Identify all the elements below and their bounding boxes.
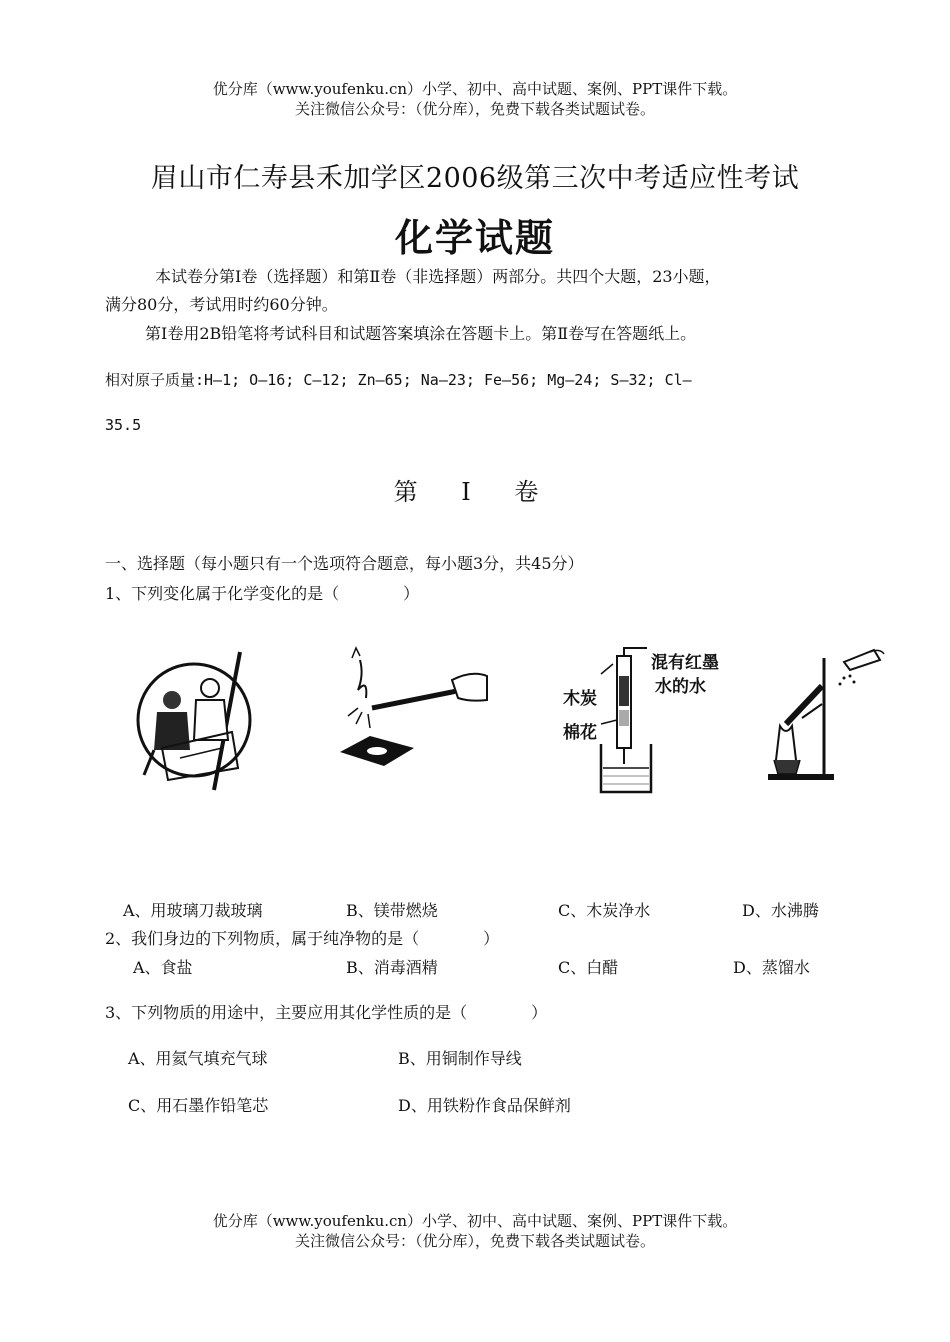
q1-option-d: D、水沸腾 <box>742 901 819 920</box>
q2-option-b: B、消毒酒精 <box>346 958 438 977</box>
figure-glass-cutting <box>132 640 262 800</box>
header-line-2: 关注微信公众号：（优分库），免费下载各类试题试卷。 <box>294 100 655 118</box>
q2-option-a: A、食盐 <box>133 958 193 977</box>
q1-option-c: C、木炭净水 <box>558 901 651 920</box>
question-3-stem: 3、下列物质的用途中，主要应用其化学性质的是（ ） <box>105 1003 548 1022</box>
intro-line-3: 第Ⅰ卷用2B铅笔将考试科目和试题答案填涂在答题卡上。第Ⅱ卷写在答题纸上。 <box>145 324 697 343</box>
figure-water-boiling <box>762 640 887 785</box>
subject-title: 化学试题 <box>394 215 555 260</box>
q3-option-a: A、用氦气填充气球 <box>128 1049 268 1068</box>
q2-option-d: D、蒸馏水 <box>733 958 810 977</box>
header-line-1: 优分库（www.youfenku.cn）小学、初中、高中试题、案例、PPT课件下载。 <box>212 80 738 98</box>
footer-line-1: 优分库（www.youfenku.cn）小学、初中、高中试题、案例、PPT课件下载。 <box>212 1212 738 1230</box>
label-mixed-water-2: 水的水 <box>655 677 706 697</box>
question-1-stem: 1、下列变化属于化学变化的是（ ） <box>105 584 420 603</box>
figure-charcoal-filter <box>555 640 740 800</box>
figure-magnesium-burning <box>322 640 492 770</box>
label-charcoal: 木炭 <box>563 689 597 709</box>
intro-line-1: 本试卷分第Ⅰ卷（选择题）和第Ⅱ卷（非选择题）两部分。共四个大题，23小题， <box>155 267 721 286</box>
section-title: 第 Ⅰ 卷 <box>393 478 557 506</box>
question-2-stem: 2、我们身边的下列物质，属于纯净物的是（ ） <box>105 929 500 948</box>
q1-option-b: B、镁带燃烧 <box>346 901 438 920</box>
intro-line-2: 满分80分，考试用时约60分钟。 <box>105 295 338 314</box>
q1-option-a: A、用玻璃刀裁玻璃 <box>123 901 263 920</box>
q3-option-c: C、用石墨作铅笔芯 <box>128 1096 269 1115</box>
footer-line-2: 关注微信公众号：（优分库），免费下载各类试题试卷。 <box>294 1232 655 1250</box>
q3-option-d: D、用铁粉作食品保鲜剂 <box>398 1096 571 1115</box>
q3-option-b: B、用铜制作导线 <box>398 1049 522 1068</box>
label-mixed-water: 混有红墨 <box>651 653 719 673</box>
part1-heading: 一、选择题（每小题只有一个选项符合题意，每小题3分，共45分） <box>105 554 584 573</box>
atomic-mass-line-2: 35.5 <box>105 416 142 434</box>
atomic-mass-line-1: 相对原子质量:H—1; O—16; C—12; Zn—65; Na—23; Fe—56; Mg—24; S—32; Cl— <box>105 371 692 389</box>
label-cotton: 棉花 <box>563 723 597 743</box>
q2-option-c: C、白醋 <box>558 958 619 977</box>
exam-title: 眉山市仁寿县禾加学区2006级第三次中考适应性考试 <box>150 163 800 194</box>
